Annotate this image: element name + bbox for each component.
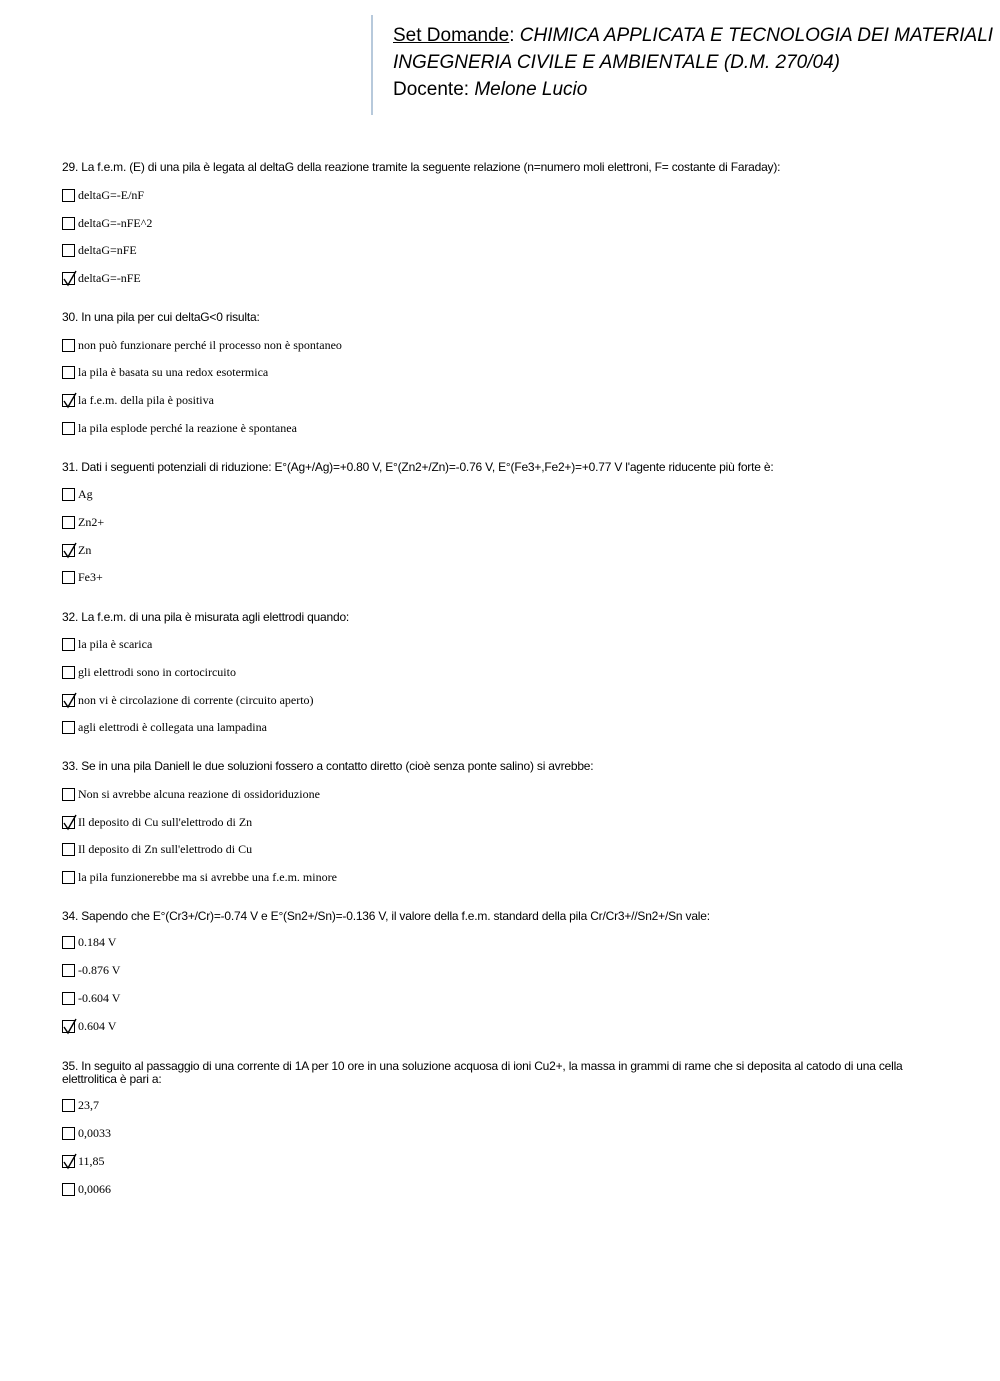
checkmark-icon [63, 693, 77, 709]
answer-option[interactable] [62, 934, 116, 950]
answer-text: non vi è circolazione di corrente (circuito aperto) [78, 692, 314, 707]
answer-text: Ag [78, 486, 93, 501]
header-line-1 [393, 22, 1000, 49]
answer-text: Fe3+ [78, 569, 103, 584]
checkmark-icon [63, 1154, 77, 1170]
checkbox[interactable] [62, 843, 75, 856]
checkbox[interactable] [62, 422, 75, 435]
checkbox[interactable] [62, 217, 75, 230]
checkbox[interactable] [62, 964, 75, 977]
answer-option[interactable] [62, 215, 152, 231]
set-domande-label: Set Domande [393, 25, 510, 46]
checkbox[interactable] [62, 516, 75, 529]
answer-option[interactable] [62, 187, 144, 203]
answer-option[interactable] [62, 337, 342, 353]
answer-option[interactable] [62, 514, 104, 530]
answer-text: la f.e.m. della pila è positiva [78, 392, 214, 407]
answer-option[interactable] [62, 1153, 105, 1169]
header-colon: : [509, 25, 515, 46]
answer-option[interactable] [62, 990, 120, 1006]
checkbox[interactable] [62, 936, 75, 949]
header-divider [371, 15, 373, 115]
answer-option[interactable] [62, 1018, 116, 1034]
docente-label: Docente: [393, 79, 470, 100]
answer-option[interactable] [62, 270, 141, 286]
header-line-2 [393, 49, 1000, 76]
answer-text: deltaG=-E/nF [78, 187, 145, 202]
checkbox[interactable] [62, 1127, 75, 1140]
answer-text: 0,0066 [78, 1181, 111, 1196]
answer-text: deltaG=-nFE [78, 270, 141, 285]
answer-option[interactable] [62, 569, 103, 585]
answer-text: -0.604 V [78, 990, 121, 1005]
question-31 [62, 460, 942, 584]
answer-option[interactable] [62, 841, 252, 857]
checkbox-checked[interactable] [62, 1155, 75, 1168]
answer-text: deltaG=-nFE^2 [78, 215, 153, 230]
checkbox[interactable] [62, 871, 75, 884]
answer-option[interactable] [62, 242, 137, 258]
answer-option[interactable] [62, 692, 314, 708]
header-line-3 [393, 76, 1000, 103]
checkmark-icon [63, 1019, 77, 1035]
answer-text: -0.876 V [78, 962, 121, 977]
checkbox-checked[interactable] [62, 694, 75, 707]
docente-name: Melone Lucio [474, 79, 588, 100]
answer-option[interactable] [62, 1125, 111, 1141]
checkbox[interactable] [62, 366, 75, 379]
answer-text: la pila funzionerebbe ma si avrebbe una f.e.m. minore [78, 869, 337, 884]
question-title: 31. Dati i seguenti potenziali di riduzione: E°(Ag+/Ag)=+0.80 V, E°(Zn2+/Zn)=-0.76 V, E°(Fe3+,Fe2+)=+0.77 V l'agente riducente più forte è: [62, 460, 774, 474]
checkbox-checked[interactable] [62, 816, 75, 829]
checkmark-icon [63, 271, 77, 287]
checkbox-checked[interactable] [62, 272, 75, 285]
answer-text: Il deposito di Cu sull'elettrodo di Zn [78, 814, 253, 829]
answer-text: agli elettrodi è collegata una lampadina [78, 719, 267, 734]
answer-text: la pila è scarica [78, 636, 153, 651]
question-30 [62, 310, 942, 435]
checkmark-icon [63, 393, 77, 409]
question-title: 30. In una pila per cui deltaG<0 risulta: [62, 310, 260, 324]
checkbox-checked[interactable] [62, 544, 75, 557]
page-top-mark [484, 2, 514, 5]
answer-text: deltaG=nFE [78, 242, 137, 257]
answer-option[interactable] [62, 486, 93, 502]
question-35 [62, 1059, 942, 1196]
page-header [393, 22, 1000, 103]
checkbox-checked[interactable] [62, 394, 75, 407]
answer-text: Il deposito di Zn sull'elettrodo di Cu [78, 841, 253, 856]
question-title: 35. In seguito al passaggio di una corrente di 1A per 10 ore in una soluzione acquosa di ioni Cu2+, la massa in grammi di rame che si deposita al catodo di una cella elettrolitica è pari a: [62, 1059, 903, 1086]
question-33 [62, 759, 942, 884]
checkbox[interactable] [62, 666, 75, 679]
checkbox[interactable] [62, 721, 75, 734]
course-title-line2: INGEGNERIA CIVILE E AMBIENTALE (D.M. 270/04) [393, 52, 840, 73]
question-34 [62, 909, 942, 1033]
question-title: 32. La f.e.m. di una pila è misurata agli elettrodi quando: [62, 610, 350, 624]
answer-text: Non si avrebbe alcuna reazione di ossidoriduzione [78, 786, 320, 801]
checkbox[interactable] [62, 1099, 75, 1112]
answer-option[interactable] [62, 962, 120, 978]
answer-text: la pila è basata su una redox esotermica [78, 364, 269, 379]
answer-text: 0.604 V [78, 1018, 117, 1033]
checkbox-checked[interactable] [62, 1020, 75, 1033]
answer-option[interactable] [62, 392, 214, 408]
answer-text: 23,7 [78, 1097, 99, 1112]
question-title: 33. Se in una pila Daniell le due soluzioni fossero a contatto diretto (cioè senza ponte salino) si avrebbe: [62, 759, 594, 773]
answer-option[interactable] [62, 869, 337, 885]
question-29 [62, 160, 942, 285]
answer-option[interactable] [62, 814, 252, 830]
checkbox[interactable] [62, 1183, 75, 1196]
question-title: 29. La f.e.m. (E) di una pila è legata al deltaG della reazione tramite la seguente relazione (n=numero moli elettroni, F= costante di Faraday): [62, 160, 781, 174]
answer-option[interactable] [62, 664, 236, 680]
answer-option[interactable] [62, 719, 267, 735]
checkbox[interactable] [62, 788, 75, 801]
answer-text: 11,85 [78, 1153, 105, 1168]
answer-text: la pila esplode perché la reazione è spontanea [78, 420, 297, 435]
checkbox[interactable] [62, 339, 75, 352]
course-title-line1: CHIMICA APPLICATA E TECNOLOGIA DEI MATERIALI [519, 25, 994, 46]
answer-option[interactable] [62, 420, 297, 436]
answer-option[interactable] [62, 364, 268, 380]
answer-text: Zn2+ [78, 514, 105, 529]
checkmark-icon [63, 815, 77, 831]
checkbox[interactable] [62, 189, 75, 202]
checkbox[interactable] [62, 488, 75, 501]
answer-text: non può funzionare perché il processo non è spontaneo [78, 337, 342, 352]
answer-option[interactable] [62, 542, 91, 558]
checkbox[interactable] [62, 992, 75, 1005]
answer-option[interactable] [62, 1181, 111, 1197]
answer-option[interactable] [62, 786, 320, 802]
answer-text: gli elettrodi sono in cortocircuito [78, 664, 236, 679]
answer-option[interactable] [62, 636, 152, 652]
answer-option[interactable] [62, 1097, 99, 1113]
answer-text: 0,0033 [78, 1125, 111, 1140]
checkbox[interactable] [62, 571, 75, 584]
checkbox[interactable] [62, 638, 75, 651]
answer-text: 0.184 V [78, 934, 117, 949]
question-title: 34. Sapendo che E°(Cr3+/Cr)=-0.74 V e E°(Sn2+/Sn)=-0.136 V, il valore della f.e.m. standard della pila Cr/Cr3+//Sn2+/Sn vale: [62, 909, 710, 923]
question-32 [62, 610, 942, 734]
checkbox[interactable] [62, 244, 75, 257]
checkmark-icon [63, 543, 77, 559]
answer-text: Zn [78, 542, 92, 557]
